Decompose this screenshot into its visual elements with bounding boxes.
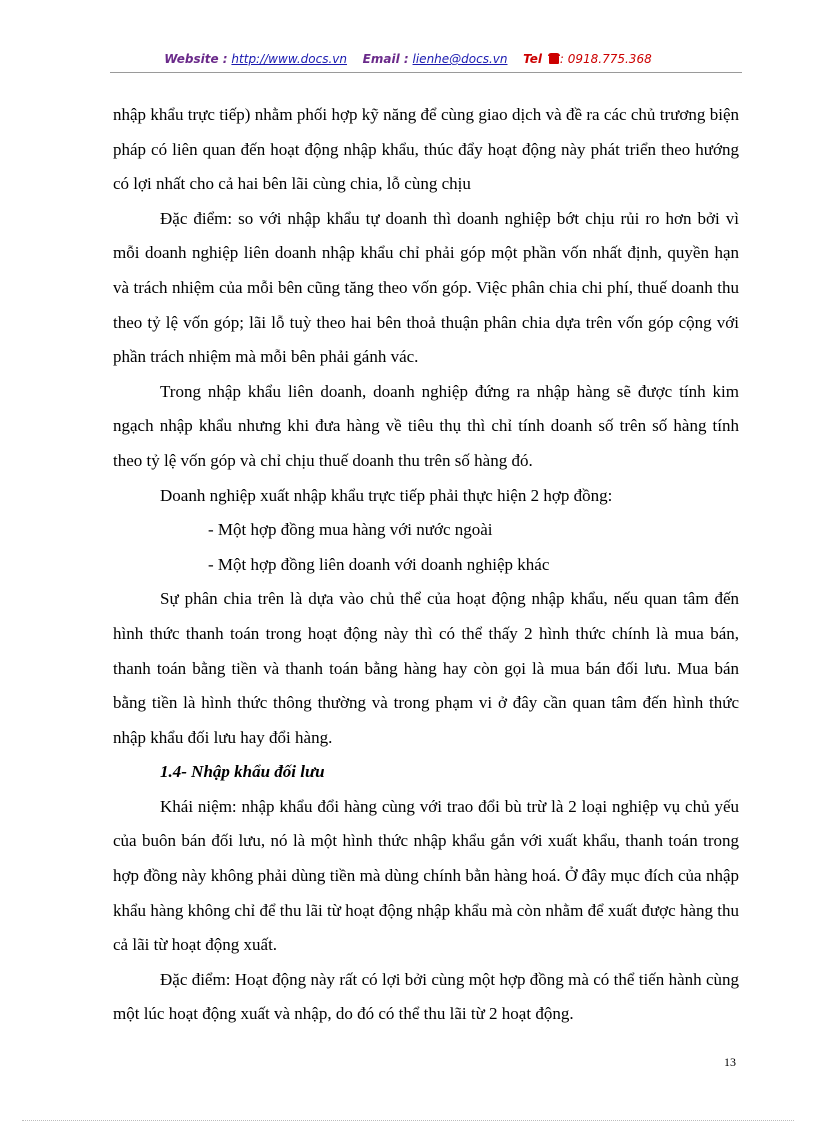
document-body: [113, 98, 739, 1032]
paragraph-concept: Khái niệm: nhập khẩu đổi hàng cùng với trao đổi bù trừ là 2 loại nghiệp vụ chủ yếu của buôn bán đối lưu, nó là một hình thức nhập khẩu gắn với xuất khẩu, thanh toán trong hợp đồng này không phải dùng tiền mà dùng chính bằn hàng hoá. Ở đây mục đích của nhập khẩu hàng không chỉ để thu lãi từ hoạt động nhập khẩu mà còn nhằm để xuất được hàng thu cả lãi từ hoạt động xuất.: [113, 796, 739, 955]
paragraph-characteristics: Đặc điểm: so với nhập khẩu tự doanh thì doanh nghiệp bớt chịu rủi ro hơn bởi vì mỗi doanh nghiệp liên doanh nhập khẩu chỉ phải góp một phần vốn nhất định, quyền hạn và trách nhiệm của mỗi bên cũng tăng theo vốn góp. Việc phân chia chi phí, thuế doanh thu theo tỷ lệ vốn góp; lãi lỗ tuỳ theo hai bên thoả thuận phân chia dựa trên vốn góp cộng với phần trách nhiệm mà mỗi bên phải gánh vác.: [113, 208, 739, 367]
header-divider: [110, 72, 742, 73]
paragraph-features: Đặc điểm: Hoạt động này rất có lợi bởi cùng một hợp đồng mà có thể tiến hành cùng một lúc hoạt động xuất và nhập, do đó có thể thu lãi từ 2 hoạt động.: [113, 969, 739, 1024]
paragraph-joint-venture: Trong nhập khẩu liên doanh, doanh nghiệp đứng ra nhập hàng sẽ được tính kim ngạch nhập khẩu nhưng khi đưa hàng về tiêu thụ thì chỉ tính doanh số trên số hàng tính theo tỷ lệ vốn góp và chỉ chịu thuế doanh thu trên số hàng đó.: [113, 381, 739, 470]
paragraph-contracts-intro: Doanh nghiệp xuất nhập khẩu trực tiếp phải thực hiện 2 hợp đồng:: [160, 485, 613, 505]
tel-label: Tel: [523, 52, 543, 66]
email-link[interactable]: lienhe@docs.vn: [412, 52, 508, 66]
website-label: Website :: [164, 52, 228, 66]
list-item: - Một hợp đồng liên doanh với doanh nghiệp khác: [208, 554, 550, 574]
footer-divider: [22, 1120, 794, 1121]
phone-icon: [549, 55, 559, 64]
paragraph-continuation: nhập khẩu trực tiếp) nhằm phối hợp kỹ năng để cùng giao dịch và đề ra các chủ trương biện pháp có liên quan đến hoạt động nhập khẩu, thúc đẩy hoạt động này phát triển theo hướng có lợi nhất cho cả hai bên lãi cùng chia, lỗ cùng chịu: [113, 105, 739, 194]
email-colon: :: [399, 52, 409, 66]
email-label: Email: [362, 52, 400, 66]
page-number: 13: [724, 1055, 736, 1069]
section-heading: 1.4- Nhập khẩu đối lưu: [160, 762, 325, 782]
paragraph-classification: Sự phân chia trên là dựa vào chủ thể của hoạt động nhập khẩu, nếu quan tâm đến hình thức thanh toán trong hoạt động này thì có thể thấy 2 hình thức chính là mua bán, thanh toán bằng tiền và thanh toán bằng hàng hay còn gọi là mua bán đối lưu. Mua bán bằng tiền là hình thức thông thường và trong phạm vi ở đây cần quan tâm đến hình thức nhập khẩu đối lưu hay đổi hàng.: [113, 589, 739, 747]
page-header: [0, 50, 816, 68]
phone-number: : 0918.775.368: [559, 52, 652, 66]
website-link[interactable]: http://www.docs.vn: [231, 52, 348, 66]
list-item: - Một hợp đồng mua hàng với nước ngoài: [208, 520, 493, 540]
